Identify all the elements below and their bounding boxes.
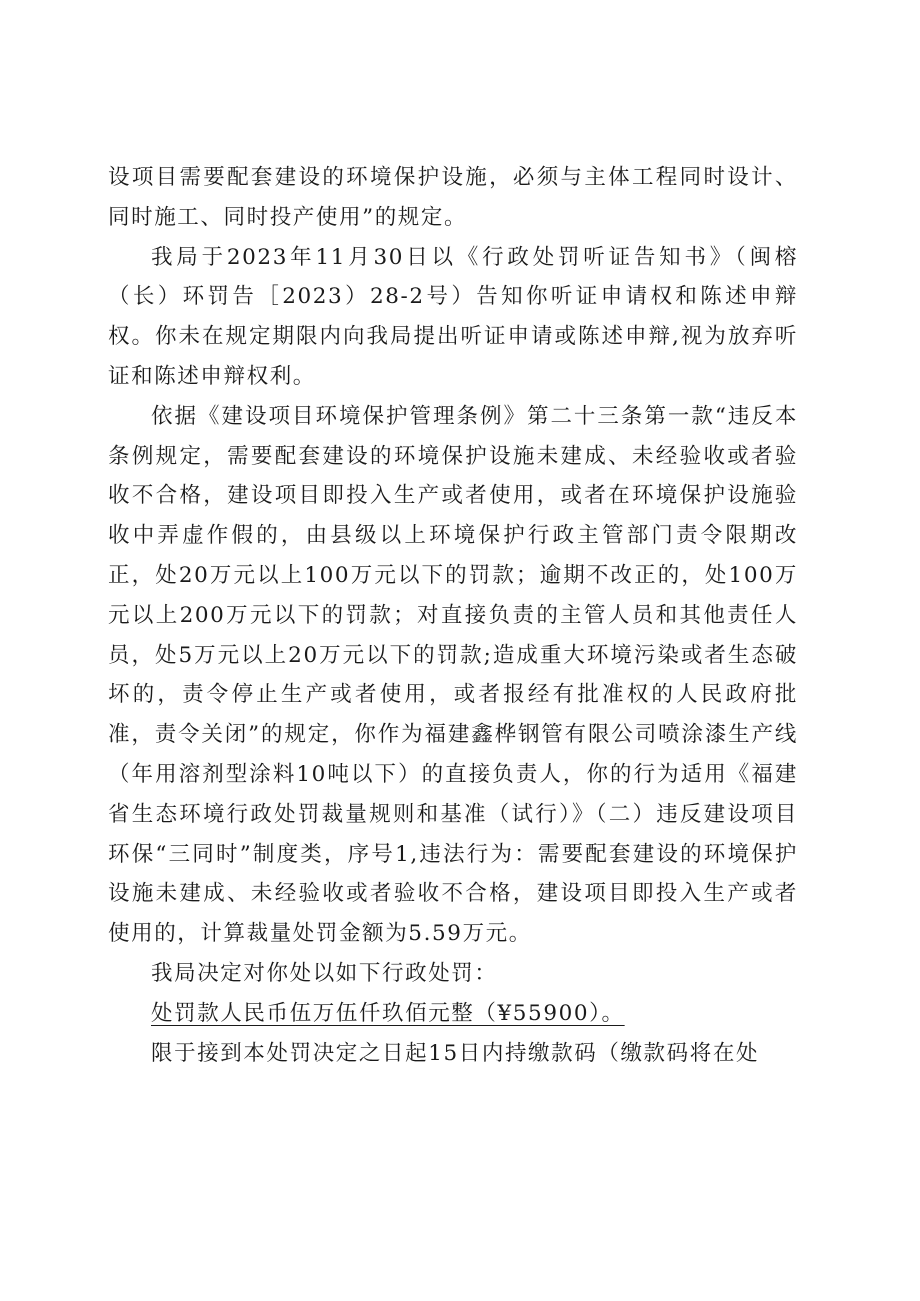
paragraph-5-penalty-amount (108, 994, 798, 1034)
document-body (108, 158, 798, 1073)
paragraph-3-legal-basis: 依据《建设项目环境保护管理条例》第二十三条第一款“违反本条例规定，需要配套建设的环境保护设施未建成、未经验收或者验收不合格，建设项目即投入生产或者使用，或者在环境保护设施验收中弄虚作假的，由县级以上环境保护行政主管部门责令限期改正，处20万元以上100万元以下的罚款；逾期不改正的，处100万元以上200万元以下的罚款；对直接负责的主管人员和其他责任人员，处5万元以上20万元以下的罚款;造成重大环境污染或者生态破坏的，责令停止生产或者使用，或者报经有批准权的人民政府批准，责令关闭”的规定，你作为福建鑫桦钢管有限公司喷涂漆生产线（年用溶剂型涂料10吨以下）的直接负责人，你的行为适用《福建省生态环境行政处罚裁量规则和基准（试行）》（二）违反建设项目环保“三同时”制度类，序号1,违法行为：需要配套建设的环境保护设施未建成、未经验收或者验收不合格，建设项目即投入生产或者使用的，计算裁量处罚金额为5.59万元。 (108, 403, 798, 947)
paragraph-1: 设项目需要配套建设的环境保护设施，必须与主体工程同时设计、同时施工、同时投产使用”的规定。 (108, 165, 798, 230)
penalty-amount-text: 处罚款人民币伍万伍仟玖佰元整（¥55900）。 (151, 1000, 625, 1026)
paragraph-6-payment-deadline: 限于接到本处罚决定之日起15日内持缴款码（缴款码将在处 (151, 1040, 760, 1066)
paragraph-4-decision-intro: 我局决定对你处以如下行政处罚： (151, 960, 498, 986)
paragraph-2-hearing-notice: 我局于2023年11月30日以《行政处罚听证告知书》（闽榕（长）环罚告［2023）28-2号）告知你听证申请权和陈述申辩权。你未在规定期限内向我局提出听证申请或陈述申辩,视为放弃听证和陈述申辩权利。 (108, 244, 798, 389)
